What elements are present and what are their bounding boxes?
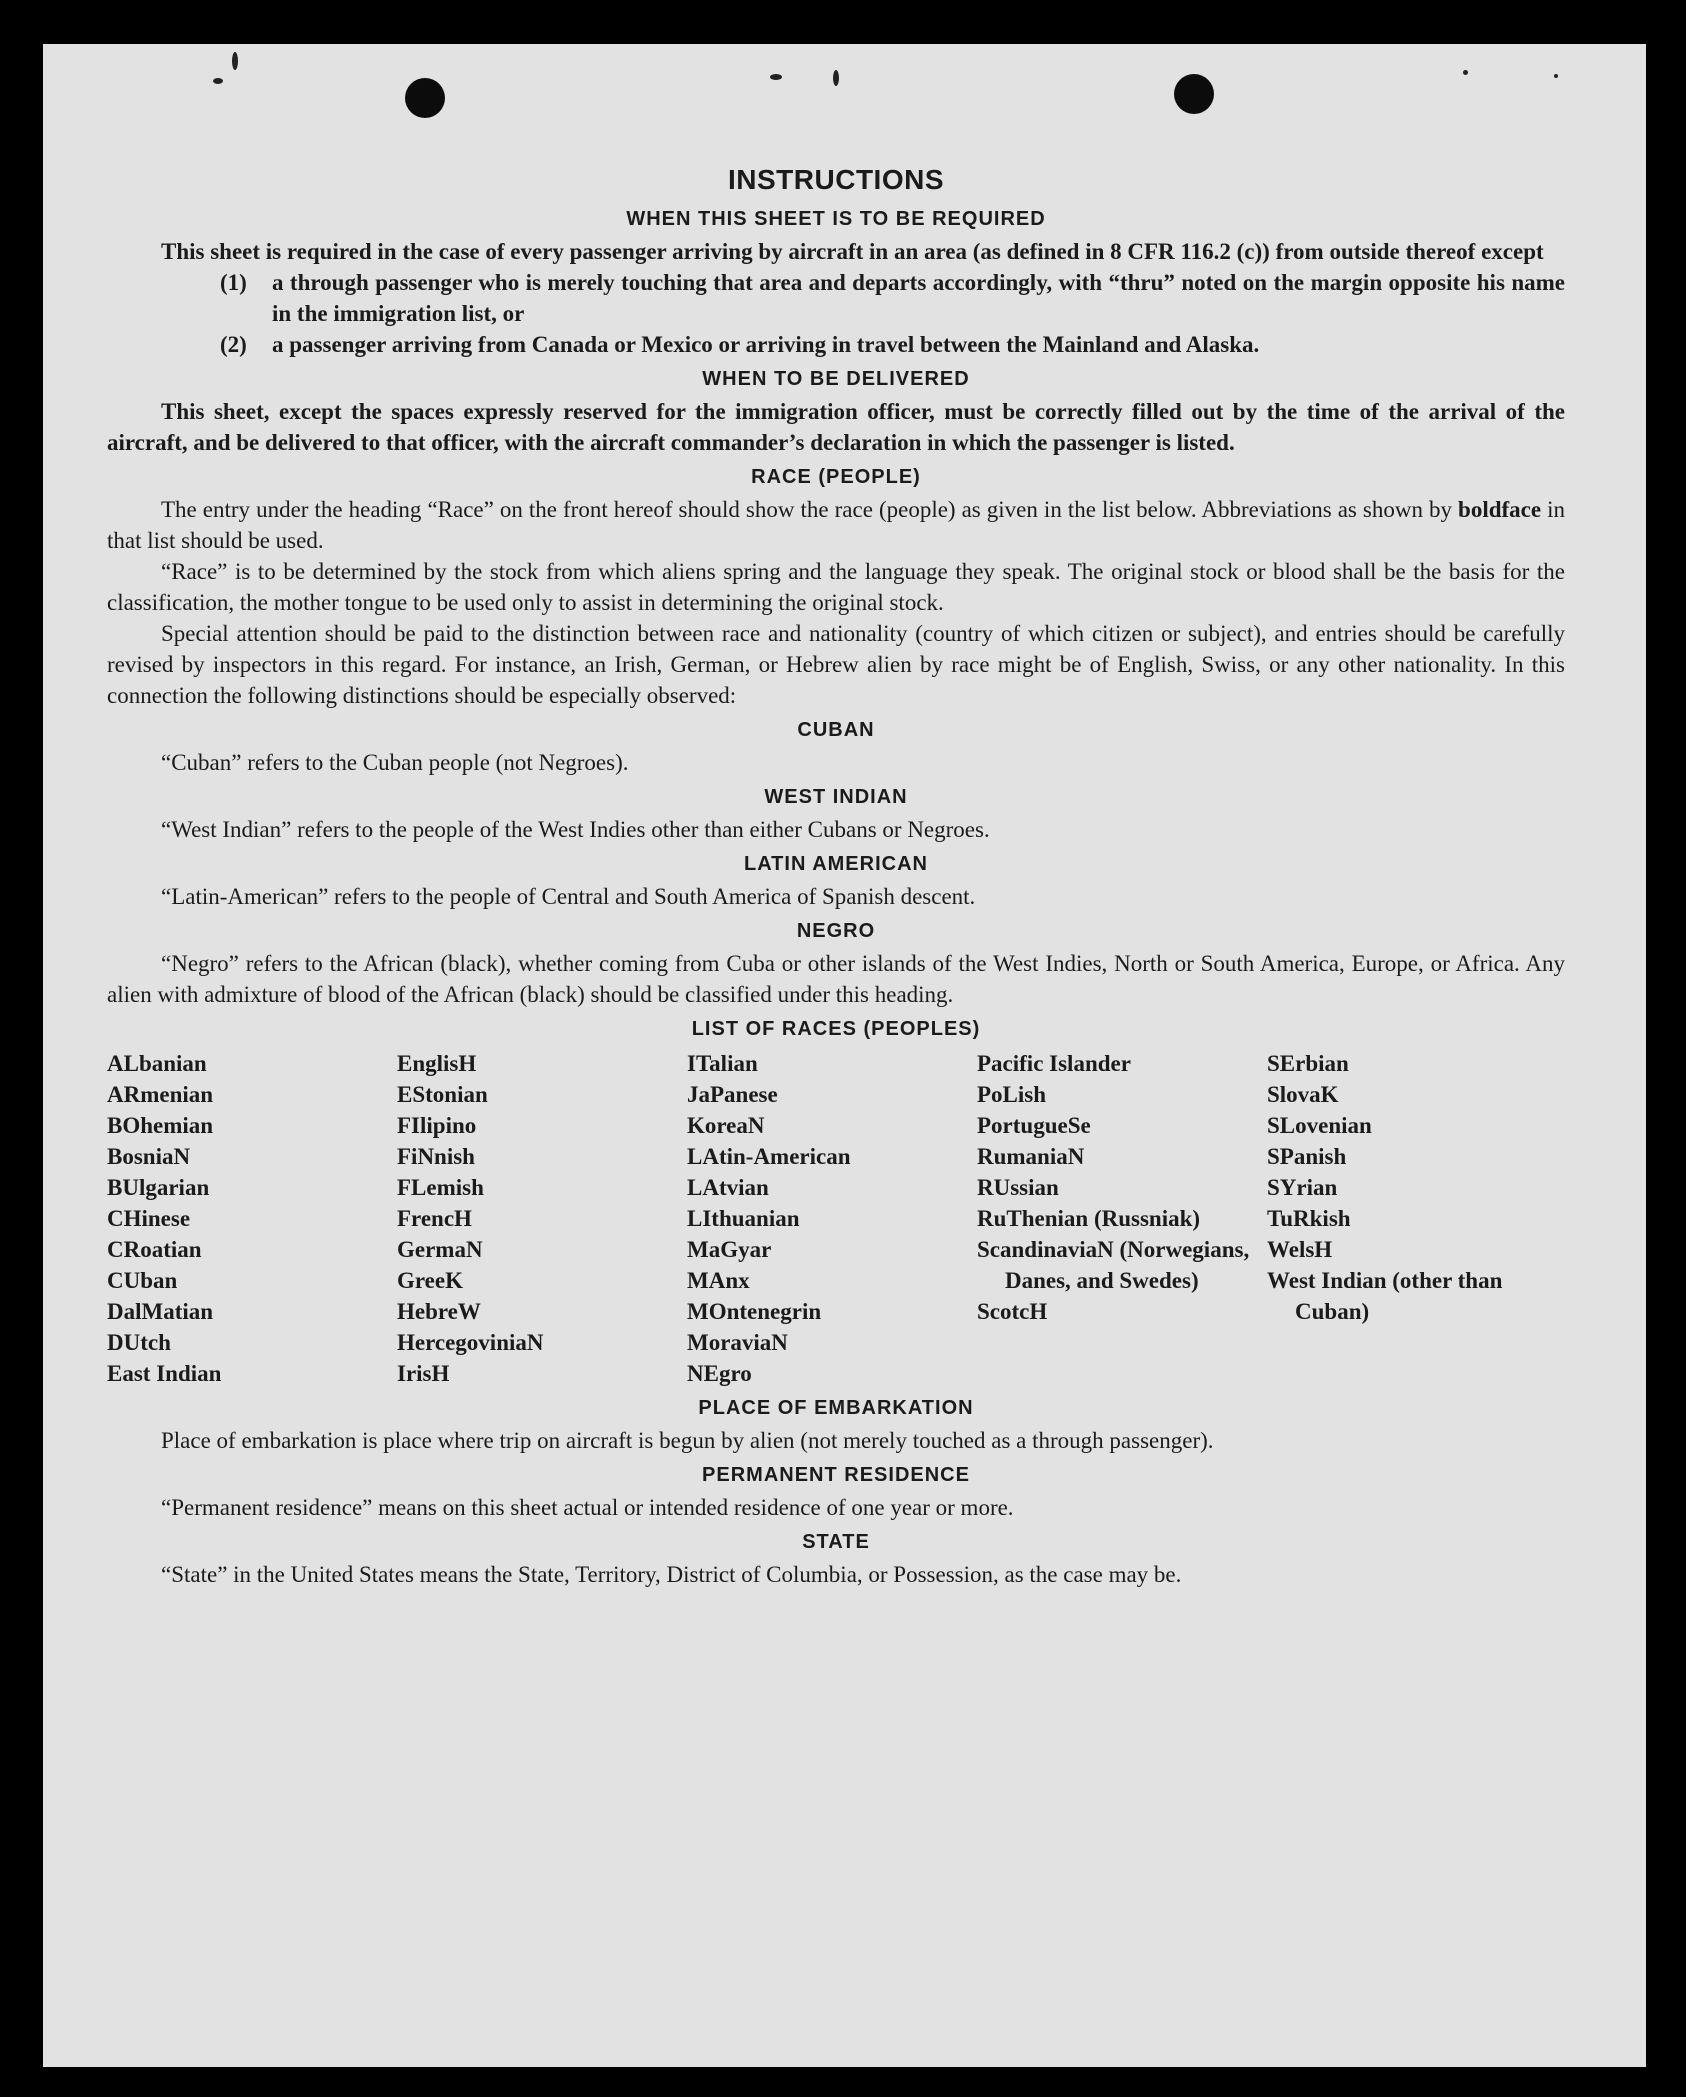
paragraph-west-indian: “West Indian” refers to the people of the West Indies other than either Cubans or Negroes.: [161, 817, 990, 842]
race-entry: MoraviaN: [687, 1330, 788, 1355]
race-entry: SlovaK: [1267, 1082, 1339, 1107]
paragraph-race-1: The entry under the heading “Race” on the front hereof should show the race (people) as given in the list below. Abbreviations as shown by boldface in that list should be used.: [107, 497, 1566, 553]
race-entry: SErbian: [1267, 1051, 1349, 1076]
race-entry: East Indian: [107, 1361, 222, 1386]
race-entry: DUtch: [107, 1330, 171, 1355]
paragraph-cuban: “Cuban” refers to the Cuban people (not Negroes).: [161, 750, 629, 775]
heading-negro: NEGRO: [796, 920, 876, 942]
race-entry: ALbanian: [107, 1051, 207, 1076]
race-entry: BosniaN: [107, 1144, 191, 1169]
race-entry: GreeK: [397, 1268, 463, 1293]
race-entry: BOhemian: [107, 1113, 214, 1138]
paragraph-when-delivered: This sheet, except the spaces expressly reserved for the immigration officer, must be correctly filled out by the time of the arrival of the aircraft, and be delivered to that officer, with the aircraft commander’s declaration in which the passenger is listed.: [107, 399, 1565, 455]
heading-cuban: CUBAN: [797, 719, 875, 741]
ink-speck: [770, 74, 782, 80]
races-table: [107, 1048, 1565, 1389]
races-column-3: [687, 1048, 977, 1389]
races-column-5: [1267, 1048, 1557, 1389]
race-entry: EnglisH: [397, 1051, 477, 1076]
race-entry: GermaN: [397, 1237, 483, 1262]
race-entry: CUban: [107, 1268, 178, 1293]
ink-speck: [232, 52, 238, 70]
paragraph-race-3: Special attention should be paid to the distinction between race and nationality (country of which citizen or subject), and entries should be carefully revised by inspectors in this regard. For instance, an Irish, German, or Hebrew alien by race might be of English, Swiss, or any other nationality. In this connection the following distinctions should be especially observed:: [107, 621, 1565, 708]
heading-when-delivered: WHEN TO BE DELIVERED: [702, 368, 970, 390]
heading-embarkation: PLACE OF EMBARKATION: [698, 1397, 974, 1419]
race-entry: SYrian: [1267, 1175, 1338, 1200]
races-column-1: [107, 1048, 397, 1389]
heading-permanent-residence: PERMANENT RESIDENCE: [702, 1464, 970, 1486]
exception-item-2: (2) a passenger arriving from Canada or Mexico or arriving in travel between the Mainland and Alaska.: [220, 332, 1260, 357]
paragraph-embarkation: Place of embarkation is place where trip on aircraft is begun by alien (not merely touched as a through passenger).: [161, 1428, 1214, 1453]
ink-speck: [1554, 74, 1558, 78]
ink-speck: [213, 78, 223, 84]
paragraph-latin-american: “Latin-American” refers to the people of Central and South America of Spanish descent.: [161, 884, 976, 909]
race-entry: ScotcH: [977, 1299, 1048, 1324]
race-entry: LIthuanian: [687, 1206, 800, 1231]
heading-list-of-races: LIST OF RACES (PEOPLES): [691, 1018, 981, 1040]
race-entry: FLemish: [397, 1175, 484, 1200]
race-entry: FrencH: [397, 1206, 472, 1231]
race-entry: ITalian: [687, 1051, 758, 1076]
race-entry: JaPanese: [687, 1082, 778, 1107]
race-entry: MAnx: [687, 1268, 750, 1293]
race-entry: ARmenian: [107, 1082, 214, 1107]
exception-item-1: (1) a through passenger who is merely touching that area and departs accordingly, with “thru” noted on the margin opposite his name in the immigration list, or: [220, 270, 1565, 326]
race-entry: PoLish: [977, 1082, 1047, 1107]
race-entry: HebreW: [397, 1299, 481, 1324]
race-entry: West Indian (other than Cuban): [1267, 1268, 1503, 1324]
race-entry: LAtvian: [687, 1175, 769, 1200]
race-entry: MaGyar: [687, 1237, 772, 1262]
race-entry: PortugueSe: [977, 1113, 1091, 1138]
instructions-body: [107, 160, 1565, 1590]
heading-west-indian: WEST INDIAN: [764, 786, 908, 808]
heading-state: STATE: [802, 1531, 870, 1553]
race-entry: RuThenian (Russniak): [977, 1206, 1201, 1231]
race-entry: Pacific Islander: [977, 1051, 1131, 1076]
race-entry: KoreaN: [687, 1113, 765, 1138]
race-entry: IrisH: [397, 1361, 450, 1386]
race-entry: FiNnish: [397, 1144, 475, 1169]
punch-hole-right: [1174, 74, 1214, 114]
race-entry: LAtin-American: [687, 1144, 851, 1169]
heading-race: RACE (PEOPLE): [751, 466, 921, 488]
paragraph-permanent-residence: “Permanent residence” means on this sheet actual or intended residence of one year or more.: [161, 1495, 1014, 1520]
race-entry: SPanish: [1267, 1144, 1347, 1169]
ink-speck: [833, 70, 839, 86]
race-entry: WelsH: [1267, 1237, 1333, 1262]
race-entry: ScandinaviaN (Norwegians, Danes, and Swedes): [977, 1237, 1250, 1293]
race-entry: SLovenian: [1267, 1113, 1372, 1138]
race-entry: MOntenegrin: [687, 1299, 822, 1324]
race-entry: BUlgarian: [107, 1175, 210, 1200]
paragraph-state: “State” in the United States means the State, Territory, District of Columbia, or Possession, as the case may be.: [161, 1562, 1182, 1587]
race-entry: CRoatian: [107, 1237, 202, 1262]
race-entry: RUssian: [977, 1175, 1059, 1200]
race-entry: RumaniaN: [977, 1144, 1085, 1169]
punch-hole-left: [405, 78, 445, 118]
paragraph-negro: “Negro” refers to the African (black), whether coming from Cuba or other islands of the West Indies, North or South America, Europe, or Africa. Any alien with admixture of blood of the African (black) should be classified under this heading.: [107, 951, 1565, 1007]
paragraph-race-2: “Race” is to be determined by the stock from which aliens spring and the language they speak. The original stock or blood shall be the basis for the classification, the mother tongue to be used only to assist in determining the original stock.: [107, 559, 1565, 615]
race-entry: HercegoviniaN: [397, 1330, 544, 1355]
race-entry: TuRkish: [1267, 1206, 1351, 1231]
race-entry: NEgro: [687, 1361, 752, 1386]
race-entry: EStonian: [397, 1082, 488, 1107]
race-entry: FIlipino: [397, 1113, 477, 1138]
heading-latin-american: LATIN AMERICAN: [744, 853, 928, 875]
races-column-4: [977, 1048, 1267, 1389]
heading-when-required: WHEN THIS SHEET IS TO BE REQUIRED: [626, 208, 1046, 230]
race-entry: CHinese: [107, 1206, 191, 1231]
races-column-2: [397, 1048, 687, 1389]
paragraph-when-required: This sheet is required in the case of every passenger arriving by aircraft in an area (as defined in 8 CFR 116.2 (c)) from outside thereof except: [161, 239, 1544, 264]
ink-speck: [1463, 70, 1468, 75]
page-title: INSTRUCTIONS: [728, 164, 944, 195]
race-entry: DalMatian: [107, 1299, 214, 1324]
document-page: [43, 44, 1646, 2067]
